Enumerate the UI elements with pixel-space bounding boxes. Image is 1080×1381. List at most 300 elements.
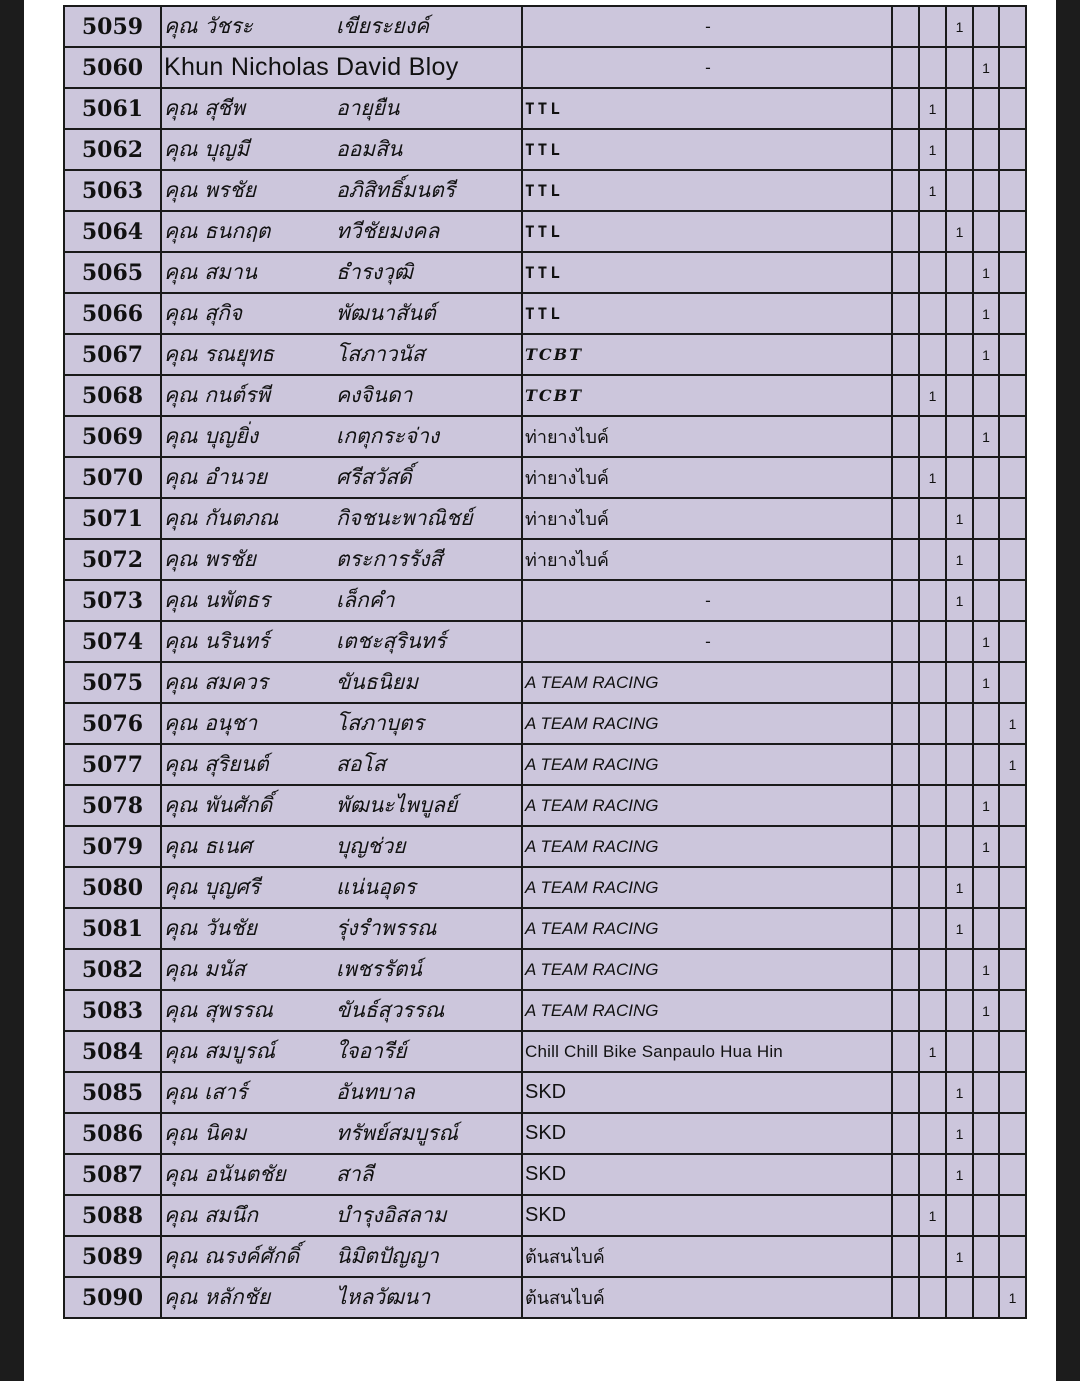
table-row [64,293,1026,334]
category-mark-cell [919,662,946,703]
participant-name-cell [161,334,522,375]
team-name: TCBT [522,334,892,375]
first-name: คุณ พรชัย [164,178,256,202]
row-number: 5067 [64,334,161,375]
surname: ทรัพย์สมบูรณ์ [336,1121,459,1145]
row-number: 5062 [64,129,161,170]
participant-table-body [64,6,1026,1318]
category-mark-cell [999,826,1026,867]
table-row [64,539,1026,580]
first-name: คุณ สุริยนต์ [164,752,269,776]
table-row [64,6,1026,47]
row-number: 5081 [64,908,161,949]
participant-name-cell [161,621,522,662]
category-mark-cell [892,375,919,416]
category-mark-cell: 1 [919,170,946,211]
surname: สาลี [336,1162,374,1186]
category-mark-cell [999,785,1026,826]
table-row [64,662,1026,703]
category-mark-cell [892,621,919,662]
category-mark-cell [892,826,919,867]
team-name: TTL [522,170,892,211]
surname: ขันธ์สุวรรณ [336,998,445,1022]
category-mark-cell: 1 [999,1277,1026,1318]
category-mark-cell [973,498,999,539]
team-name: SKD [522,1072,892,1113]
team-name: ท่ายางไบค์ [522,539,892,580]
category-mark-cell [946,416,973,457]
category-mark-cell [892,1031,919,1072]
category-mark-cell [919,744,946,785]
category-mark-cell [892,88,919,129]
category-mark-cell: 1 [946,867,973,908]
surname: เตชะสุรินทร์ [336,629,446,653]
category-mark-cell [919,1113,946,1154]
team-name: - [522,580,892,621]
category-mark-cell [999,621,1026,662]
team-name: A TEAM RACING [522,703,892,744]
category-mark-cell [892,334,919,375]
row-number: 5066 [64,293,161,334]
category-mark-cell [973,457,999,498]
category-mark-cell [892,252,919,293]
category-mark-cell [892,1195,919,1236]
category-mark-cell: 1 [919,457,946,498]
category-mark-cell [999,908,1026,949]
category-mark-cell: 1 [919,1031,946,1072]
category-mark-cell [973,703,999,744]
category-mark-cell [999,539,1026,580]
category-mark-cell [973,88,999,129]
participant-name-cell [161,498,522,539]
category-mark-cell [973,211,999,252]
category-mark-cell [919,334,946,375]
table-row [64,211,1026,252]
table-row [64,252,1026,293]
participant-name-cell [161,867,522,908]
surname: เกตุกระจ่าง [336,424,440,448]
row-number: 5072 [64,539,161,580]
category-mark-cell [919,867,946,908]
table-row [64,826,1026,867]
surname: ขันธนิยม [336,670,419,694]
team-name: A TEAM RACING [522,990,892,1031]
category-mark-cell [973,867,999,908]
team-name: - [522,6,892,47]
first-name: คุณ สมบูรณ์ [164,1039,275,1063]
category-mark-cell [892,1154,919,1195]
surname: ไหลวัฒนา [336,1285,431,1309]
participant-name-cell [161,1277,522,1318]
table-row [64,580,1026,621]
category-mark-cell: 1 [973,293,999,334]
team-name: ท่ายางไบค์ [522,498,892,539]
surname: กิจชนะพาณิชย์ [336,506,473,530]
participant-name-cell [161,1195,522,1236]
category-mark-cell [946,990,973,1031]
surname: เขียระยงค์ [336,14,430,38]
surname: พัฒนะไพบูลย์ [336,793,458,817]
team-name: TTL [522,211,892,252]
category-mark-cell [946,375,973,416]
participant-name-cell [161,703,522,744]
first-name: คุณ พันศักดิ์ [164,793,273,817]
table-row [64,1072,1026,1113]
row-number: 5063 [64,170,161,211]
participant-name-cell [161,6,522,47]
team-name: ต้นสนไบค์ [522,1277,892,1318]
category-mark-cell: 1 [946,908,973,949]
category-mark-cell: 1 [973,785,999,826]
category-mark-cell [973,129,999,170]
category-mark-cell: 1 [973,416,999,457]
surname: ตระการรังสี [336,547,443,571]
team-name: TTL [522,88,892,129]
category-mark-cell: 1 [946,6,973,47]
row-number: 5078 [64,785,161,826]
first-name: คุณ ณรงค์ศักดิ์ [164,1244,299,1268]
team-name: ต้นสนไบค์ [522,1236,892,1277]
first-name: คุณ นิคม [164,1121,247,1145]
category-mark-cell [919,6,946,47]
first-name: คุณ ธเนศ [164,834,252,858]
surname: อายุยืน [336,96,400,120]
category-mark-cell [999,498,1026,539]
row-number: 5074 [64,621,161,662]
first-name: คุณ นรินทร์ [164,629,270,653]
category-mark-cell [999,867,1026,908]
row-number: 5082 [64,949,161,990]
table-row [64,375,1026,416]
category-mark-cell [946,744,973,785]
category-mark-cell [946,826,973,867]
category-mark-cell [919,416,946,457]
category-mark-cell [946,129,973,170]
table-row [64,1277,1026,1318]
surname: โสภาบุตร [336,711,424,735]
surname: ทวีชัยมงคล [336,219,440,243]
category-mark-cell [919,211,946,252]
category-mark-cell: 1 [973,621,999,662]
category-mark-cell [919,1154,946,1195]
first-name: คุณ พรชัย [164,547,256,571]
team-name: SKD [522,1113,892,1154]
participant-name-cell [161,1113,522,1154]
category-mark-cell [999,211,1026,252]
category-mark-cell [973,1154,999,1195]
first-name: คุณ ธนกฤต [164,219,271,243]
participant-name-cell [161,1236,522,1277]
row-number: 5069 [64,416,161,457]
surname: ศรีสวัสดิ์ [336,465,412,489]
category-mark-cell [946,252,973,293]
participant-name-cell [161,990,522,1031]
team-name: ท่ายางไบค์ [522,457,892,498]
team-name: ท่ายางไบค์ [522,416,892,457]
row-number: 5080 [64,867,161,908]
surname: นิมิตปัญญา [336,1244,439,1268]
category-mark-cell [999,170,1026,211]
participant-name-cell [161,88,522,129]
category-mark-cell [946,1195,973,1236]
category-mark-cell [892,908,919,949]
category-mark-cell [946,88,973,129]
table-row [64,1236,1026,1277]
participant-name-cell [161,170,522,211]
category-mark-cell [999,252,1026,293]
category-mark-cell [999,1236,1026,1277]
row-number: 5071 [64,498,161,539]
first-name: คุณ บุญยิ่ง [164,424,258,448]
participant-name-cell [161,785,522,826]
row-number: 5073 [64,580,161,621]
participant-name-cell [161,457,522,498]
team-name: TTL [522,293,892,334]
category-mark-cell [999,47,1026,88]
row-number: 5089 [64,1236,161,1277]
team-name: - [522,47,892,88]
category-mark-cell [999,1154,1026,1195]
first-name: Khun Nicholas [164,53,330,81]
category-mark-cell [946,785,973,826]
category-mark-cell [919,621,946,662]
first-name: คุณ วันชัย [164,916,257,940]
category-mark-cell: 1 [946,1154,973,1195]
surname: รุ่งรำพรรณ [336,916,437,940]
category-mark-cell [999,1031,1026,1072]
participant-name-cell [161,129,522,170]
category-mark-cell [973,6,999,47]
team-name: TCBT [522,375,892,416]
participant-name-cell [161,47,522,88]
category-mark-cell [919,785,946,826]
surname: เพชรรัตน์ [336,957,422,981]
table-row [64,457,1026,498]
team-name: - [522,621,892,662]
category-mark-cell [946,949,973,990]
table-row [64,785,1026,826]
row-number: 5070 [64,457,161,498]
category-mark-cell: 1 [973,990,999,1031]
category-mark-cell [973,1236,999,1277]
category-mark-cell [892,662,919,703]
category-mark-cell [946,621,973,662]
participant-name-cell [161,949,522,990]
first-name: คุณ เสาร์ [164,1080,248,1104]
table-row [64,88,1026,129]
row-number: 5077 [64,744,161,785]
category-mark-cell [919,949,946,990]
category-mark-cell [973,539,999,580]
table-row [64,908,1026,949]
category-mark-cell: 1 [946,1072,973,1113]
participant-name-cell [161,1154,522,1195]
team-name: A TEAM RACING [522,908,892,949]
first-name: คุณ สมาน [164,260,258,284]
category-mark-cell: 1 [919,129,946,170]
category-mark-cell [919,293,946,334]
row-number: 5064 [64,211,161,252]
table-row [64,334,1026,375]
category-mark-cell [892,211,919,252]
category-mark-cell [919,539,946,580]
category-mark-cell [892,744,919,785]
first-name: คุณ หลักชัย [164,1285,271,1309]
table-row [64,990,1026,1031]
surname: คงจินดา [336,383,413,407]
category-mark-cell [892,703,919,744]
first-name: คุณ สมควร [164,670,268,694]
participant-name-cell [161,662,522,703]
row-number: 5075 [64,662,161,703]
table-row [64,129,1026,170]
participant-name-cell [161,416,522,457]
category-mark-cell [919,908,946,949]
first-name: คุณ บุญศรี [164,875,261,899]
category-mark-cell [892,129,919,170]
surname: บุญช่วย [336,834,406,858]
category-mark-cell [999,129,1026,170]
team-name: A TEAM RACING [522,662,892,703]
category-mark-cell [892,580,919,621]
category-mark-cell [892,539,919,580]
category-mark-cell [919,703,946,744]
category-mark-cell: 1 [946,539,973,580]
first-name: คุณ บุญมี [164,137,250,161]
category-mark-cell: 1 [946,580,973,621]
team-name: SKD [522,1195,892,1236]
table-row [64,1154,1026,1195]
table-row [64,1195,1026,1236]
category-mark-cell [999,662,1026,703]
surname: อภิสิทธิ์มนตรี [336,178,456,202]
team-name: SKD [522,1154,892,1195]
category-mark-cell [892,6,919,47]
first-name: คุณ นพัตธร [164,588,271,612]
category-mark-cell [892,785,919,826]
row-number: 5087 [64,1154,161,1195]
category-mark-cell [999,375,1026,416]
category-mark-cell: 1 [973,252,999,293]
category-mark-cell [919,252,946,293]
participant-name-cell [161,539,522,580]
team-name: Chill Chill Bike Sanpaulo Hua Hin [522,1031,892,1072]
category-mark-cell [973,170,999,211]
row-number: 5061 [64,88,161,129]
category-mark-cell [973,1195,999,1236]
category-mark-cell [999,1113,1026,1154]
team-name: A TEAM RACING [522,867,892,908]
category-mark-cell [892,47,919,88]
first-name: คุณ กันตภณ [164,506,279,530]
category-mark-cell: 1 [973,334,999,375]
first-name: คุณ สุกิจ [164,301,243,325]
category-mark-cell [973,908,999,949]
table-row [64,47,1026,88]
category-mark-cell [973,375,999,416]
category-mark-cell [999,949,1026,990]
category-mark-cell [946,1031,973,1072]
first-name: คุณ มนัส [164,957,246,981]
category-mark-cell [946,1277,973,1318]
category-mark-cell: 1 [946,1113,973,1154]
category-mark-cell [919,1072,946,1113]
category-mark-cell [919,47,946,88]
participant-name-cell [161,826,522,867]
table-row [64,703,1026,744]
surname: David Bloy [336,53,459,81]
row-number: 5084 [64,1031,161,1072]
row-number: 5079 [64,826,161,867]
category-mark-cell: 1 [946,498,973,539]
table-row [64,498,1026,539]
first-name: คุณ สุพรรณ [164,998,273,1022]
participant-name-cell [161,1031,522,1072]
category-mark-cell [999,416,1026,457]
category-mark-cell: 1 [973,662,999,703]
surname: ออมสิน [336,137,403,161]
category-mark-cell: 1 [999,744,1026,785]
surname: เล็กคำ [336,588,395,612]
category-mark-cell [973,1072,999,1113]
participant-name-cell [161,908,522,949]
category-mark-cell [892,1113,919,1154]
team-name: A TEAM RACING [522,785,892,826]
category-mark-cell [946,170,973,211]
first-name: คุณ อนุชา [164,711,258,735]
first-name: คุณ สุชีพ [164,96,246,120]
category-mark-cell [999,6,1026,47]
table-row [64,1113,1026,1154]
category-mark-cell [919,1277,946,1318]
participant-name-cell [161,580,522,621]
participant-name-cell [161,252,522,293]
category-mark-cell [892,949,919,990]
table-row [64,949,1026,990]
participant-name-cell [161,1072,522,1113]
row-number: 5068 [64,375,161,416]
row-number: 5088 [64,1195,161,1236]
category-mark-cell [919,580,946,621]
first-name: คุณ อนันตชัย [164,1162,286,1186]
category-mark-cell [892,1236,919,1277]
team-name: TTL [522,252,892,293]
category-mark-cell [892,457,919,498]
row-number: 5060 [64,47,161,88]
row-number: 5059 [64,6,161,47]
category-mark-cell [973,1113,999,1154]
category-mark-cell [892,1072,919,1113]
first-name: คุณ กนต์รพี [164,383,271,407]
surname: สอโส [336,752,386,776]
category-mark-cell [946,662,973,703]
category-mark-cell: 1 [973,826,999,867]
row-number: 5083 [64,990,161,1031]
surname: อันทบาล [336,1080,415,1104]
table-row [64,744,1026,785]
category-mark-cell: 1 [946,1236,973,1277]
category-mark-cell [973,1277,999,1318]
surname: โสภาวนัส [336,342,425,366]
team-name: A TEAM RACING [522,744,892,785]
category-mark-cell: 1 [919,88,946,129]
category-mark-cell [892,170,919,211]
category-mark-cell [919,498,946,539]
first-name: คุณ วัชระ [164,14,253,38]
category-mark-cell [999,1072,1026,1113]
surname: ธำรงวุฒิ [336,260,413,284]
category-mark-cell [999,293,1026,334]
